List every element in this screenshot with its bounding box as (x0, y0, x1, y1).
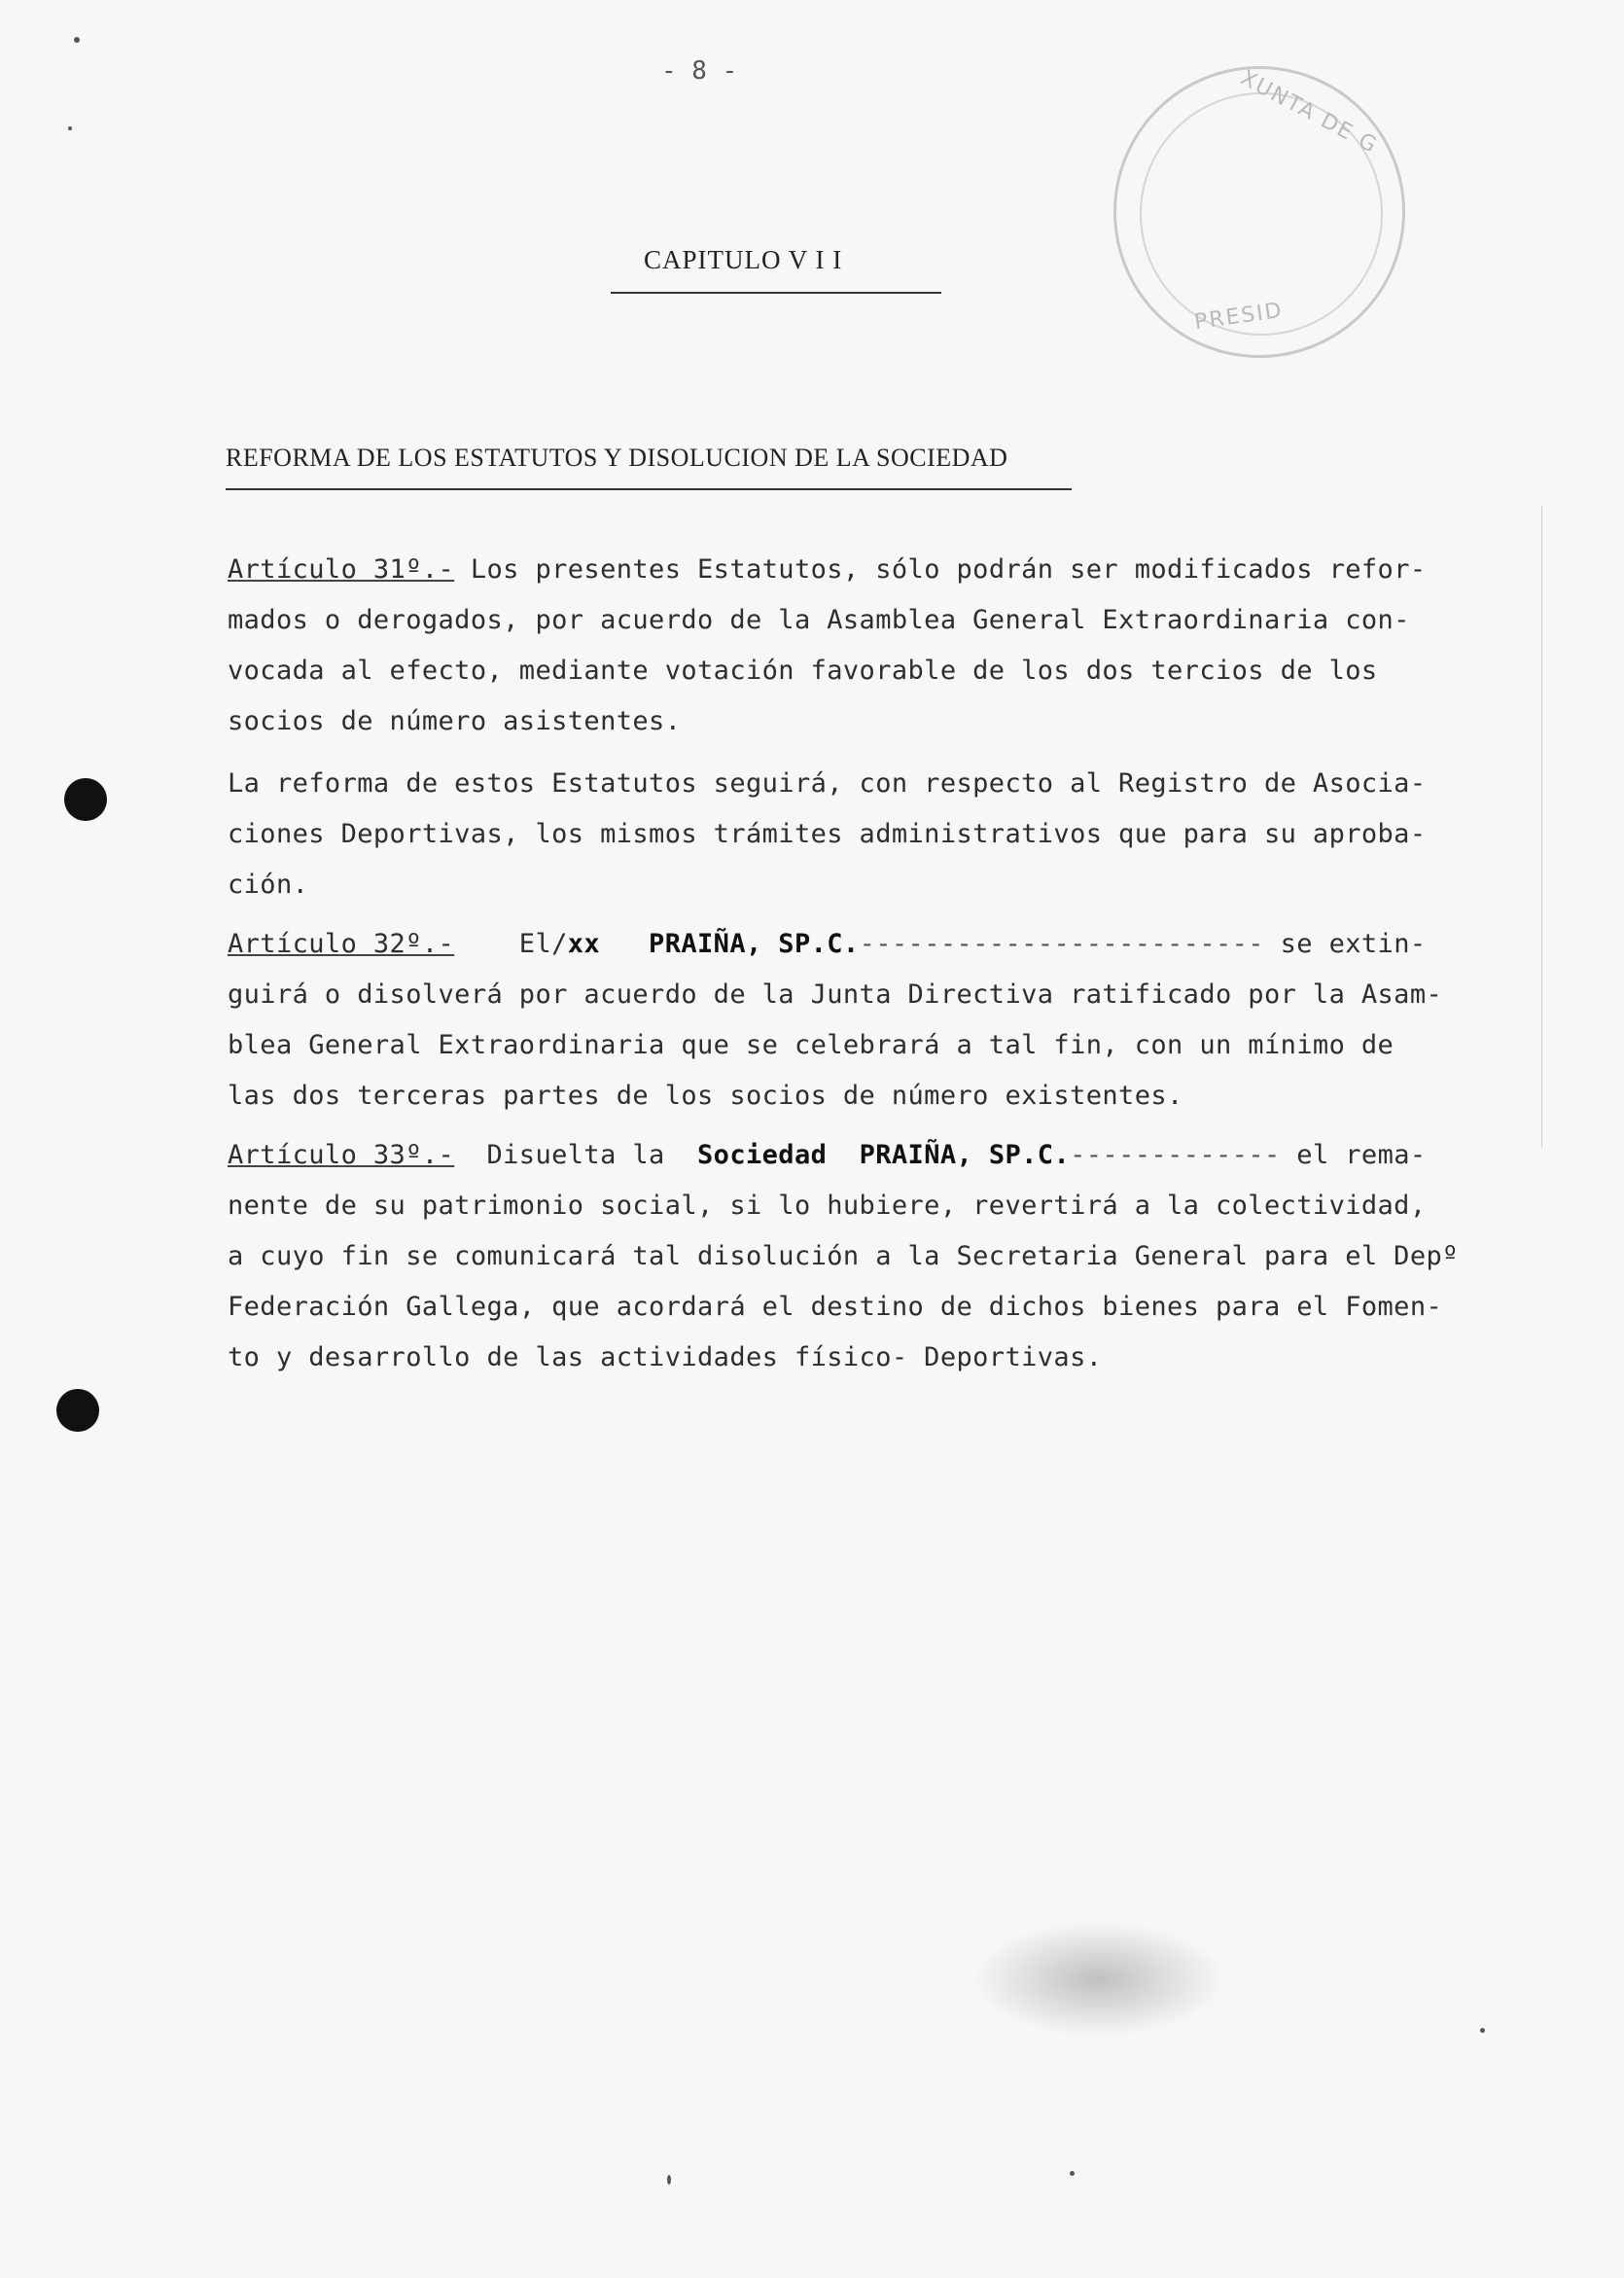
margin-line (1541, 506, 1542, 1148)
chapter-underline (611, 292, 941, 294)
reform-paragraph-line-3: ción. (228, 870, 309, 900)
article-31-line-3: vocada al efecto, mediante votación favorable de los dos tercios de los (228, 656, 1378, 686)
article-32-filled-society-name: xx PRAIÑA, SP.C. (567, 929, 860, 959)
stamp-bottom-text: PRESID (1192, 298, 1286, 336)
article-33-first-line (228, 1140, 1427, 1170)
stamp-top-text: XUNTA DE G (1236, 65, 1383, 160)
reform-paragraph-line-1: La reforma de estos Estatutos seguirá, con respecto al Registro de Asocia- (228, 768, 1427, 799)
article-32-label: Artículo 32º.- (228, 929, 455, 959)
article-33-filled-society-name: Sociedad PRAIÑA, SP.C. (697, 1140, 1071, 1170)
article-31-line-4: socios de número asistentes. (228, 706, 682, 736)
chapter-title: CAPITULO V I I (644, 245, 843, 274)
reform-paragraph-line-2: ciones Deportivas, los mismos trámites administrativos que para su aproba- (228, 819, 1427, 849)
article-32-first-line (228, 929, 1427, 959)
article-33-label: Artículo 33º.- (228, 1140, 455, 1170)
section-underline (226, 488, 1072, 490)
article-32-line-2: guirá o disolverá por acuerdo de la Junta Directiva ratificado por la Asam- (228, 979, 1443, 1010)
binder-punch-hole-bottom (56, 1389, 99, 1432)
article-33-suffix: el rema- (1280, 1140, 1427, 1170)
article-33-line-4: Federación Gallega, que acordará el destino de dichos bienes para el Fomen- (228, 1292, 1443, 1322)
scan-smudge (972, 1921, 1225, 2038)
article-32-dotted-fill: ------------------------- (859, 929, 1264, 959)
article-31-label: Artículo 31º.- (228, 554, 455, 585)
article-33-prefix: Disuelta la (454, 1140, 698, 1170)
scan-speck (1070, 2171, 1075, 2176)
scan-speck (74, 37, 80, 43)
scan-speck (1480, 2028, 1485, 2033)
article-33-dotted-fill: ------------- (1070, 1140, 1281, 1170)
article-31-line-2: mados o derogados, por acuerdo de la Asamblea General Extraordinaria con- (228, 605, 1410, 635)
article-33-line-5: to y desarrollo de las actividades físico- Deportivas. (228, 1342, 1103, 1372)
article-32-prefix: El/ (454, 929, 568, 959)
article-32-suffix: se extin- (1263, 929, 1427, 959)
official-stamp-seal (1113, 66, 1405, 358)
article-33-line-3: a cuyo fin se comunicará tal disolución a la Secretaria General para el Depº (228, 1241, 1459, 1271)
scan-speck (667, 2175, 671, 2185)
section-title: REFORMA DE LOS ESTATUTOS Y DISOLUCION DE LA SOCIEDAD (226, 444, 1008, 472)
article-32-line-4: las dos terceras partes de los socios de número existentes. (228, 1081, 1183, 1111)
scan-speck (68, 126, 72, 130)
article-33-line-2: nente de su patrimonio social, si lo hubiere, revertirá a la colectividad, (228, 1191, 1427, 1221)
article-31-first-line (228, 554, 1427, 585)
page-number: - 8 - (661, 56, 738, 86)
article-32-line-3: blea General Extraordinaria que se celebrará a tal fin, con un mínimo de (228, 1030, 1395, 1060)
article-31-line-1: Los presentes Estatutos, sólo podrán ser modificados refor- (454, 554, 1427, 585)
binder-punch-hole-top (64, 778, 107, 821)
